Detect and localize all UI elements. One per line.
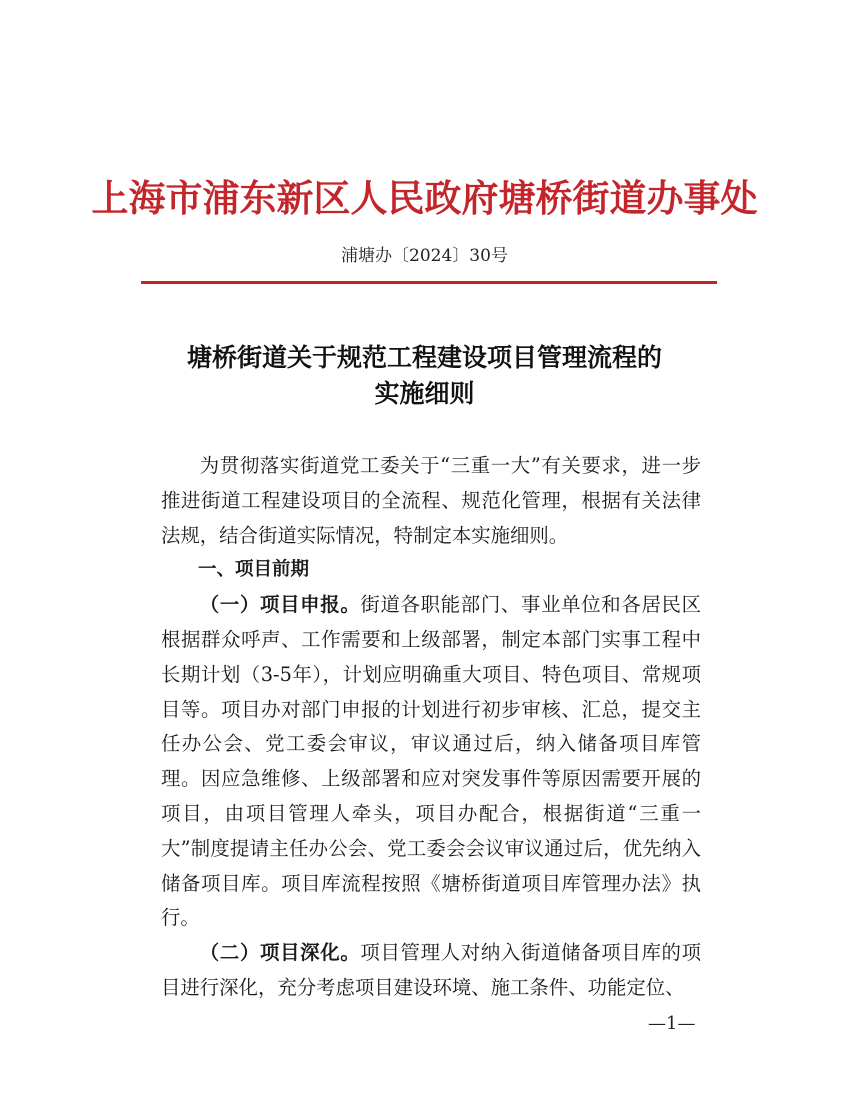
- issuing-authority-header: 上海市浦东新区人民政府塘桥街道办事处: [91, 176, 758, 220]
- document-number: 浦塘办〔2024〕30号: [341, 246, 508, 266]
- section-heading: 一、项目前期: [198, 559, 310, 581]
- red-divider-line: [141, 281, 717, 284]
- item-1-heading: （一）项目申报。: [199, 593, 361, 617]
- item-2-heading: （二）项目深化。: [199, 941, 361, 965]
- document-body: [161, 449, 701, 1006]
- item-1-body: 街道各职能部门、事业单位和各居民区根据群众呼声、工作需要和上级部署，制定本部门实事工程中长期计划（3-5年），计划应明确重大项目、特色项目、常规项目等。项目办对部门申报的计划进行初步审核、汇总，提交主任办公会、党工委会审议，审议通过后，纳入储备项目库管理。因应急维修、上级部署和应对突发事件等原因需要开展的项目，由项目管理人牵头，项目办配合，根据街道“三重一大”制度提请主任办公会、党工委会会议审议通过后，优先纳入储备项目库。项目库流程按照《塘桥街道项目库管理办法》执行。: [161, 593, 702, 930]
- document-title: [0, 340, 849, 412]
- item-2-body: 项目管理人对纳入街道储备项目库的项目进行深化，充分考虑项目建设环境、施工条件、功能定位、: [161, 941, 702, 999]
- page-number: —1—: [648, 1013, 696, 1034]
- title-line-2: 实施细则: [374, 379, 475, 408]
- item-2-paragraph: [161, 936, 701, 1006]
- intro-paragraph: 为贯彻落实街道党工委关于“三重一大”有关要求，进一步推进街道工程建设项目的全流程、规范化管理，根据有关法律法规，结合街道实际情况，特制定本实施细则。: [161, 454, 701, 547]
- item-1-paragraph: [161, 588, 701, 936]
- title-line-1: 塘桥街道关于规范工程建设项目管理流程的: [186, 343, 662, 372]
